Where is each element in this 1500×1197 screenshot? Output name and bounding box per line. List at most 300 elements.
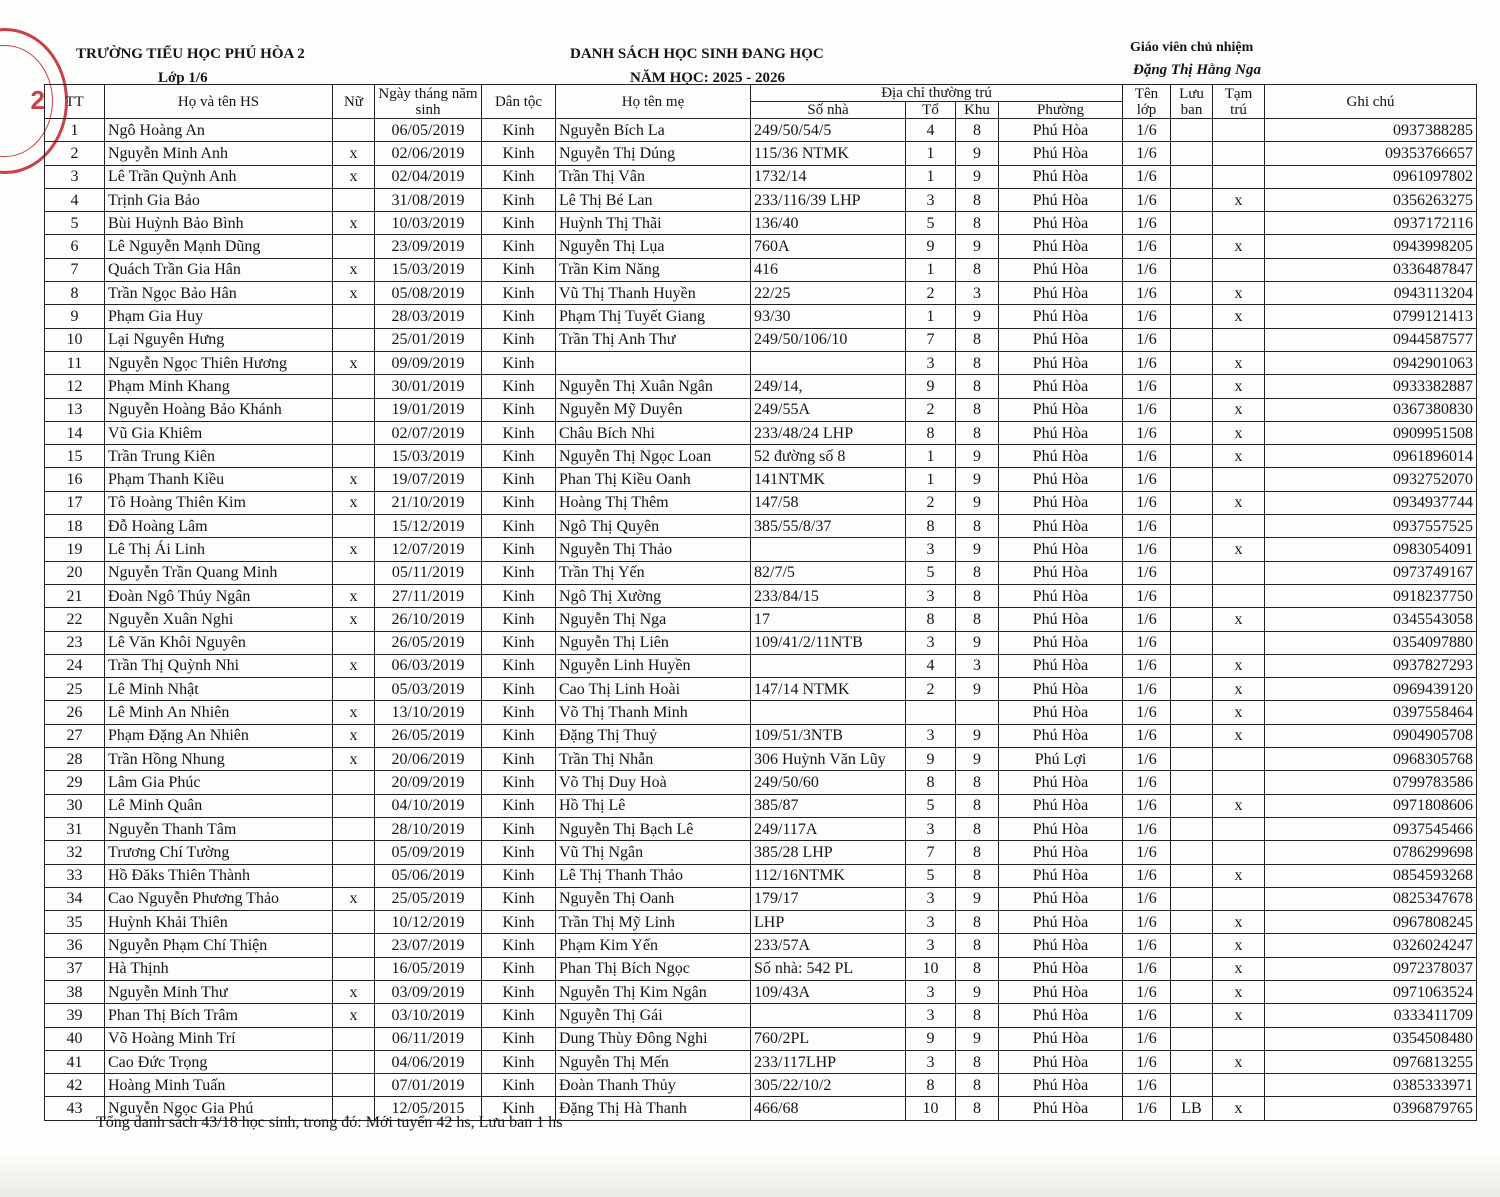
cell-tt: 20 — [45, 561, 105, 584]
cell-temp — [1213, 165, 1265, 188]
cell-name: Lê Trần Quỳnh Anh — [105, 165, 333, 188]
cell-temp — [1213, 631, 1265, 654]
cell-name: Cao Nguyễn Phương Thảo — [105, 887, 333, 910]
cell-female — [333, 398, 375, 421]
cell-group: 5 — [906, 794, 956, 817]
class-name: Lớp 1/6 — [158, 70, 208, 86]
cell-note: 0354097880 — [1265, 631, 1477, 654]
cell-mother: Đoàn Thanh Thủy — [556, 1074, 751, 1097]
cell-mother: Phạm Thị Tuyết Giang — [556, 305, 751, 328]
cell-temp: x — [1213, 957, 1265, 980]
col-address: Địa chỉ thường trú — [751, 85, 1123, 102]
cell-female: x — [333, 1004, 375, 1027]
cell-ward: Phú Hòa — [999, 911, 1123, 934]
cell-tt: 3 — [45, 165, 105, 188]
cell-class: 1/6 — [1123, 165, 1171, 188]
cell-repeat — [1171, 258, 1213, 281]
cell-dob: 27/11/2019 — [375, 584, 482, 607]
cell-mother: Nguyễn Thị Liên — [556, 631, 751, 654]
cell-tt: 5 — [45, 212, 105, 235]
cell-dob: 09/09/2019 — [375, 351, 482, 374]
cell-class: 1/6 — [1123, 538, 1171, 561]
cell-repeat — [1171, 212, 1213, 235]
cell-dob: 23/09/2019 — [375, 235, 482, 258]
cell-class: 1/6 — [1123, 724, 1171, 747]
cell-ethnic: Kinh — [482, 235, 556, 258]
cell-temp — [1213, 748, 1265, 771]
table-row — [45, 1074, 1477, 1097]
cell-ethnic: Kinh — [482, 724, 556, 747]
cell-group: 3 — [906, 1004, 956, 1027]
col-group: Tổ — [906, 102, 956, 119]
cell-house: 466/68 — [751, 1097, 906, 1120]
cell-ward: Phú Hòa — [999, 119, 1123, 142]
cell-mother: Nguyễn Mỹ Duyên — [556, 398, 751, 421]
cell-temp: x — [1213, 911, 1265, 934]
cell-repeat — [1171, 351, 1213, 374]
cell-repeat — [1171, 631, 1213, 654]
cell-ethnic: Kinh — [482, 701, 556, 724]
cell-house: 233/116/39 LHP — [751, 188, 906, 211]
cell-ward: Phú Hòa — [999, 864, 1123, 887]
cell-group: 3 — [906, 887, 956, 910]
cell-class: 1/6 — [1123, 980, 1171, 1003]
cell-group: 5 — [906, 864, 956, 887]
table-row — [45, 701, 1477, 724]
seal-number: 2 — [30, 85, 45, 115]
cell-area: 8 — [956, 119, 999, 142]
col-note: Ghi chú — [1265, 85, 1477, 119]
cell-mother: Lê Thị Bé Lan — [556, 188, 751, 211]
cell-mother: Hồ Thị Lê — [556, 794, 751, 817]
col-female: Nữ — [333, 85, 375, 119]
cell-ethnic: Kinh — [482, 864, 556, 887]
cell-female: x — [333, 654, 375, 677]
cell-area: 8 — [956, 421, 999, 444]
table-row — [45, 515, 1477, 538]
cell-female: x — [333, 468, 375, 491]
cell-note: 0942901063 — [1265, 351, 1477, 374]
cell-name: Hoàng Minh Tuấn — [105, 1074, 333, 1097]
cell-name: Phạm Gia Huy — [105, 305, 333, 328]
cell-class: 1/6 — [1123, 561, 1171, 584]
cell-repeat — [1171, 142, 1213, 165]
cell-temp: x — [1213, 1050, 1265, 1073]
cell-group: 3 — [906, 538, 956, 561]
cell-house — [751, 654, 906, 677]
table-row — [45, 421, 1477, 444]
cell-class: 1/6 — [1123, 119, 1171, 142]
table-row — [45, 165, 1477, 188]
cell-ethnic: Kinh — [482, 584, 556, 607]
cell-female: x — [333, 491, 375, 514]
cell-group: 2 — [906, 678, 956, 701]
cell-mother: Cao Thị Linh Hoài — [556, 678, 751, 701]
cell-dob: 15/03/2019 — [375, 445, 482, 468]
cell-dob: 20/06/2019 — [375, 748, 482, 771]
cell-ethnic: Kinh — [482, 957, 556, 980]
cell-dob: 21/10/2019 — [375, 491, 482, 514]
cell-house: 109/43A — [751, 980, 906, 1003]
cell-female: x — [333, 748, 375, 771]
cell-house — [751, 538, 906, 561]
cell-note: 0336487847 — [1265, 258, 1477, 281]
cell-female — [333, 119, 375, 142]
cell-tt: 24 — [45, 654, 105, 677]
cell-mother: Ngô Thị Xường — [556, 584, 751, 607]
cell-ward: Phú Hòa — [999, 1097, 1123, 1120]
cell-name: Nguyễn Ngọc Gia Phú — [105, 1097, 333, 1120]
cell-group: 10 — [906, 957, 956, 980]
table-row — [45, 258, 1477, 281]
cell-female — [333, 794, 375, 817]
cell-mother: Huỳnh Thị Thãi — [556, 212, 751, 235]
cell-ward: Phú Hòa — [999, 258, 1123, 281]
cell-dob: 20/09/2019 — [375, 771, 482, 794]
cell-class: 1/6 — [1123, 701, 1171, 724]
cell-name: Lê Văn Khôi Nguyên — [105, 631, 333, 654]
cell-repeat — [1171, 398, 1213, 421]
table-row — [45, 911, 1477, 934]
cell-repeat — [1171, 841, 1213, 864]
cell-house: 136/40 — [751, 212, 906, 235]
cell-temp — [1213, 1027, 1265, 1050]
cell-mother: Nguyễn Thị Kim Ngân — [556, 980, 751, 1003]
cell-tt: 1 — [45, 119, 105, 142]
table-row — [45, 305, 1477, 328]
cell-tt: 12 — [45, 375, 105, 398]
cell-area: 9 — [956, 445, 999, 468]
cell-repeat — [1171, 468, 1213, 491]
cell-repeat — [1171, 771, 1213, 794]
cell-area: 8 — [956, 1074, 999, 1097]
cell-temp — [1213, 212, 1265, 235]
cell-area: 8 — [956, 608, 999, 631]
cell-dob: 31/08/2019 — [375, 188, 482, 211]
cell-temp: x — [1213, 794, 1265, 817]
cell-group: 2 — [906, 491, 956, 514]
table-row — [45, 748, 1477, 771]
col-name: Họ và tên HS — [105, 85, 333, 119]
table-row — [45, 864, 1477, 887]
cell-mother: Phan Thị Bích Ngọc — [556, 957, 751, 980]
cell-repeat — [1171, 748, 1213, 771]
cell-area: 9 — [956, 235, 999, 258]
cell-note: 0961097802 — [1265, 165, 1477, 188]
cell-class: 1/6 — [1123, 305, 1171, 328]
cell-class: 1/6 — [1123, 398, 1171, 421]
cell-female: x — [333, 282, 375, 305]
cell-class: 1/6 — [1123, 282, 1171, 305]
cell-repeat — [1171, 794, 1213, 817]
cell-group: 4 — [906, 654, 956, 677]
cell-repeat — [1171, 538, 1213, 561]
cell-dob: 12/05/2015 — [375, 1097, 482, 1120]
cell-female — [333, 817, 375, 840]
cell-ward: Phú Hòa — [999, 188, 1123, 211]
cell-temp — [1213, 561, 1265, 584]
cell-dob: 04/06/2019 — [375, 1050, 482, 1073]
cell-mother: Nguyễn Thị Xuân Ngân — [556, 375, 751, 398]
teacher-name: Đặng Thị Hằng Nga — [1133, 62, 1261, 78]
cell-name: Lê Minh An Nhiên — [105, 701, 333, 724]
cell-name: Trịnh Gia Bảo — [105, 188, 333, 211]
cell-house — [751, 701, 906, 724]
cell-repeat — [1171, 1050, 1213, 1073]
cell-area: 8 — [956, 515, 999, 538]
table-body — [45, 119, 1477, 1121]
cell-repeat — [1171, 584, 1213, 607]
cell-class: 1/6 — [1123, 188, 1171, 211]
cell-mother: Ngô Thị Quyên — [556, 515, 751, 538]
cell-area: 9 — [956, 468, 999, 491]
cell-area: 8 — [956, 212, 999, 235]
col-dob: Ngày tháng năm sinh — [375, 85, 482, 119]
cell-dob: 23/07/2019 — [375, 934, 482, 957]
cell-ethnic: Kinh — [482, 1097, 556, 1120]
cell-name: Nguyễn Minh Anh — [105, 142, 333, 165]
cell-tt: 43 — [45, 1097, 105, 1120]
cell-house: 249/50/54/5 — [751, 119, 906, 142]
cell-house: 17 — [751, 608, 906, 631]
cell-house: 249/50/60 — [751, 771, 906, 794]
cell-temp: x — [1213, 491, 1265, 514]
cell-temp: x — [1213, 980, 1265, 1003]
cell-class: 1/6 — [1123, 817, 1171, 840]
cell-female: x — [333, 724, 375, 747]
cell-repeat — [1171, 654, 1213, 677]
cell-name: Phan Thị Bích Trâm — [105, 1004, 333, 1027]
cell-repeat: LB — [1171, 1097, 1213, 1120]
col-tt: TT — [45, 85, 105, 119]
cell-tt: 31 — [45, 817, 105, 840]
cell-note: 0943998205 — [1265, 235, 1477, 258]
cell-female — [333, 841, 375, 864]
cell-class: 1/6 — [1123, 328, 1171, 351]
cell-female — [333, 1027, 375, 1050]
cell-ward: Phú Hòa — [999, 701, 1123, 724]
cell-dob: 02/07/2019 — [375, 421, 482, 444]
cell-ward: Phú Hòa — [999, 235, 1123, 258]
cell-name: Nguyễn Ngọc Thiên Hương — [105, 351, 333, 374]
cell-group: 3 — [906, 911, 956, 934]
cell-dob: 06/11/2019 — [375, 1027, 482, 1050]
cell-class: 1/6 — [1123, 515, 1171, 538]
cell-ward: Phú Hòa — [999, 538, 1123, 561]
cell-repeat — [1171, 957, 1213, 980]
cell-ward: Phú Hòa — [999, 445, 1123, 468]
table-row — [45, 980, 1477, 1003]
cell-class: 1/6 — [1123, 887, 1171, 910]
cell-mother: Nguyễn Thị Dúng — [556, 142, 751, 165]
cell-ward: Phú Hòa — [999, 398, 1123, 421]
cell-temp: x — [1213, 235, 1265, 258]
cell-temp: x — [1213, 678, 1265, 701]
cell-ward: Phú Hòa — [999, 282, 1123, 305]
cell-mother: Phạm Kim Yến — [556, 934, 751, 957]
cell-ward: Phú Hòa — [999, 515, 1123, 538]
cell-tt: 22 — [45, 608, 105, 631]
cell-repeat — [1171, 445, 1213, 468]
cell-group: 3 — [906, 584, 956, 607]
cell-dob: 03/09/2019 — [375, 980, 482, 1003]
cell-temp: x — [1213, 398, 1265, 421]
cell-area: 8 — [956, 771, 999, 794]
table-row — [45, 235, 1477, 258]
table-row — [45, 351, 1477, 374]
cell-house: 179/17 — [751, 887, 906, 910]
cell-ethnic: Kinh — [482, 631, 556, 654]
cell-ethnic: Kinh — [482, 212, 556, 235]
cell-name: Phạm Đặng An Nhiên — [105, 724, 333, 747]
cell-mother: Nguyễn Thị Gái — [556, 1004, 751, 1027]
cell-house: 249/55A — [751, 398, 906, 421]
cell-note: 0969439120 — [1265, 678, 1477, 701]
table-row — [45, 841, 1477, 864]
cell-name: Lê Minh Quân — [105, 794, 333, 817]
cell-group: 1 — [906, 468, 956, 491]
cell-ethnic: Kinh — [482, 911, 556, 934]
cell-note: 0937172116 — [1265, 212, 1477, 235]
cell-temp — [1213, 468, 1265, 491]
cell-dob: 10/12/2019 — [375, 911, 482, 934]
cell-temp — [1213, 142, 1265, 165]
col-ethnic: Dân tộc — [482, 85, 556, 119]
cell-name: Nguyễn Minh Thư — [105, 980, 333, 1003]
cell-repeat — [1171, 1004, 1213, 1027]
table-row — [45, 398, 1477, 421]
cell-class: 1/6 — [1123, 841, 1171, 864]
cell-mother: Trần Thị Anh Thư — [556, 328, 751, 351]
cell-dob: 02/04/2019 — [375, 165, 482, 188]
cell-mother: Nguyễn Thị Thảo — [556, 538, 751, 561]
cell-note: 0976813255 — [1265, 1050, 1477, 1073]
cell-dob: 19/07/2019 — [375, 468, 482, 491]
cell-class: 1/6 — [1123, 748, 1171, 771]
cell-ward: Phú Hòa — [999, 934, 1123, 957]
cell-tt: 7 — [45, 258, 105, 281]
cell-mother: Hoàng Thị Thêm — [556, 491, 751, 514]
cell-name: Đỗ Hoàng Lâm — [105, 515, 333, 538]
cell-group: 8 — [906, 608, 956, 631]
cell-area: 8 — [956, 864, 999, 887]
student-table-wrapper — [44, 84, 1476, 1121]
cell-ethnic: Kinh — [482, 188, 556, 211]
cell-class: 1/6 — [1123, 142, 1171, 165]
cell-tt: 37 — [45, 957, 105, 980]
cell-ethnic: Kinh — [482, 515, 556, 538]
cell-tt: 15 — [45, 445, 105, 468]
cell-dob: 15/03/2019 — [375, 258, 482, 281]
cell-temp — [1213, 887, 1265, 910]
cell-dob: 30/01/2019 — [375, 375, 482, 398]
cell-female — [333, 235, 375, 258]
cell-ward: Phú Hòa — [999, 771, 1123, 794]
cell-name: Vũ Gia Khiêm — [105, 421, 333, 444]
cell-house: 147/14 NTMK — [751, 678, 906, 701]
cell-mother: Nguyễn Thị Oanh — [556, 887, 751, 910]
cell-house: 233/84/15 — [751, 584, 906, 607]
cell-repeat — [1171, 282, 1213, 305]
cell-temp: x — [1213, 375, 1265, 398]
cell-ethnic: Kinh — [482, 1074, 556, 1097]
cell-class: 1/6 — [1123, 771, 1171, 794]
table-row — [45, 608, 1477, 631]
cell-mother: Dung Thùy Đông Nghi — [556, 1027, 751, 1050]
cell-note: 0937545466 — [1265, 817, 1477, 840]
cell-female — [333, 375, 375, 398]
cell-class: 1/6 — [1123, 678, 1171, 701]
cell-area: 9 — [956, 748, 999, 771]
cell-note: 0385333971 — [1265, 1074, 1477, 1097]
cell-class: 1/6 — [1123, 258, 1171, 281]
cell-area: 8 — [956, 794, 999, 817]
cell-house: 109/41/2/11NTB — [751, 631, 906, 654]
cell-name: Hà Thịnh — [105, 957, 333, 980]
cell-temp: x — [1213, 188, 1265, 211]
cell-name: Đoàn Ngô Thúy Ngân — [105, 584, 333, 607]
table-row — [45, 654, 1477, 677]
cell-name: Lê Minh Nhật — [105, 678, 333, 701]
cell-mother: Nguyễn Thị Ngọc Loan — [556, 445, 751, 468]
cell-house: 1732/14 — [751, 165, 906, 188]
cell-class: 1/6 — [1123, 1004, 1171, 1027]
cell-house: 22/25 — [751, 282, 906, 305]
cell-female — [333, 1050, 375, 1073]
cell-house: 385/28 LHP — [751, 841, 906, 864]
cell-house: 306 Huỳnh Văn Lũy — [751, 748, 906, 771]
cell-ethnic: Kinh — [482, 538, 556, 561]
cell-ethnic: Kinh — [482, 1027, 556, 1050]
cell-note: 0367380830 — [1265, 398, 1477, 421]
cell-ethnic: Kinh — [482, 119, 556, 142]
table-row — [45, 817, 1477, 840]
cell-ward: Phú Hòa — [999, 980, 1123, 1003]
cell-area: 9 — [956, 165, 999, 188]
cell-note: 0973749167 — [1265, 561, 1477, 584]
cell-ward: Phú Hòa — [999, 817, 1123, 840]
cell-female: x — [333, 701, 375, 724]
cell-class: 1/6 — [1123, 375, 1171, 398]
cell-repeat — [1171, 421, 1213, 444]
cell-class: 1/6 — [1123, 1027, 1171, 1050]
cell-repeat — [1171, 491, 1213, 514]
table-row — [45, 188, 1477, 211]
cell-temp — [1213, 119, 1265, 142]
cell-note: 0968305768 — [1265, 748, 1477, 771]
cell-ethnic: Kinh — [482, 328, 556, 351]
cell-temp — [1213, 258, 1265, 281]
cell-tt: 41 — [45, 1050, 105, 1073]
col-mother: Họ tên mẹ — [556, 85, 751, 119]
table-row — [45, 887, 1477, 910]
cell-mother: Đặng Thị Thuỷ — [556, 724, 751, 747]
cell-class: 1/6 — [1123, 957, 1171, 980]
cell-dob: 04/10/2019 — [375, 794, 482, 817]
cell-area: 8 — [956, 258, 999, 281]
cell-tt: 39 — [45, 1004, 105, 1027]
cell-name: Võ Hoàng Minh Trí — [105, 1027, 333, 1050]
school-year: NĂM HỌC: 2025 - 2026 — [630, 70, 785, 86]
cell-tt: 38 — [45, 980, 105, 1003]
cell-ethnic: Kinh — [482, 934, 556, 957]
cell-tt: 28 — [45, 748, 105, 771]
cell-tt: 27 — [45, 724, 105, 747]
cell-class: 1/6 — [1123, 1074, 1171, 1097]
cell-dob: 05/08/2019 — [375, 282, 482, 305]
cell-note: 0904905708 — [1265, 724, 1477, 747]
table-row — [45, 1050, 1477, 1073]
